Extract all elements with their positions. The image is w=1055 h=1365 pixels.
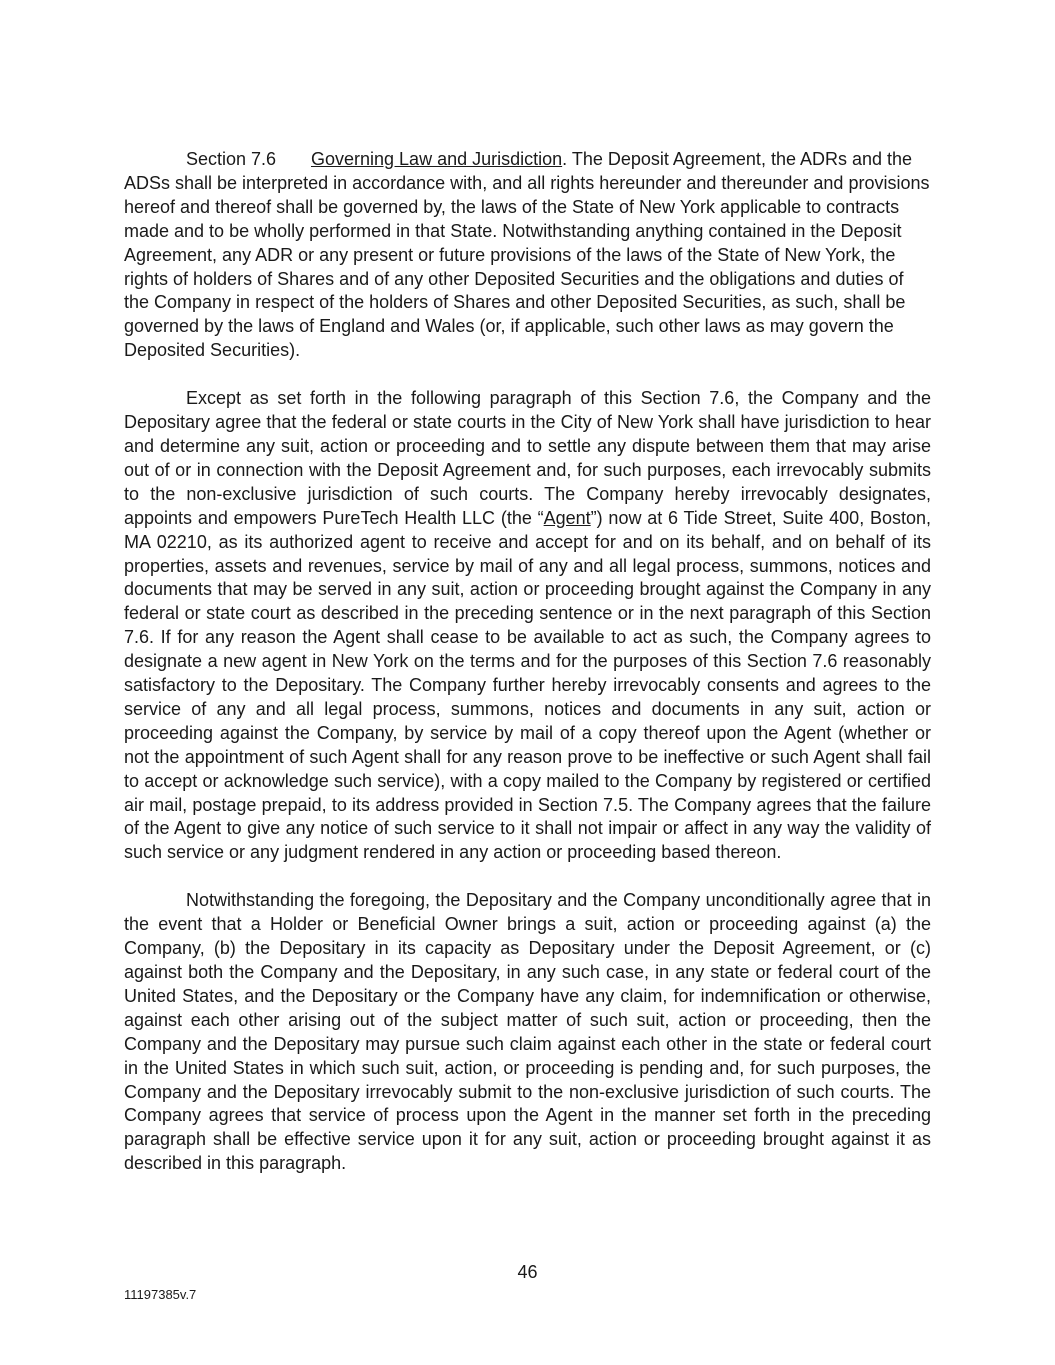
jurisdiction-text-after-agent: ”) now at 6 Tide Street, Suite 400, Boston, MA 02210, as its authorized agent to receive and accept for and on its behalf, and on behalf of its properties, assets and revenues, service by mail of any and all legal process, summons, notices and documents that may be served in any suit, action or proceeding brought against the Company in any federal or state court as described in the preceding sentence or in the next paragraph of this Section 7.6. If for any reason the Agent shall cease to be available to act as such, the Company agrees to designate a new agent in New York on the terms and for the purposes of this Section 7.6 reasonably satisfactory to the Depositary. The Company further hereby irrevocably consents and agrees to the service of any and all legal process, summons, notices and documents in any suit, action or proceeding against the Company, by service by mail of a copy thereof upon the Agent (whether or not the appointment of such Agent shall for any reason prove to be ineffective or such Agent shall fail to accept or acknowledge such service), with a copy mailed to the Company by registered or certified air mail, postage prepaid, to its address provided in Section 7.5. The Company agrees that the failure of the Agent to give any notice of such service to it shall not impair or affect in any way the validity of such service or any judgment rendered in any action or proceeding based thereon. bbox=[124, 507, 932, 863]
section-heading-punct: . bbox=[562, 149, 568, 169]
section-7-6-paragraph bbox=[124, 148, 931, 363]
jurisdiction-text-before-agent: Except as set forth in the following paragraph of this Section 7.6, the Company and the Depositary agree that the federal or state courts in the City of New York shall have jurisdiction to hear and determine any suit, action or proceeding and to settle any dispute between them that may arise out of or in connection with the Deposit Agreement and, for such purposes, each irrevocably submits to the non-exclusive jurisdiction of such courts. The Company hereby irrevocably designates, appoints and empowers PureTech Health LLC (the “ bbox=[124, 388, 931, 528]
document-id: 11197385v.7 bbox=[124, 1287, 197, 1302]
holder-claims-text: Notwithstanding the foregoing, the Depositary and the Company unconditionally agree that in the event that a Holder or Beneficial Owner brings a suit, action or proceeding against (a) the Company, (b) the Depositary in its capacity as Depositary under the Deposit Agreement, or (c) against both the Company and the Depositary, in any such case, in any state or federal court of the United States, and the Depositary or the Company have any claim, for indemnification or otherwise, against each other arising out of the subject matter of such suit, action or proceeding, then the Company and the Depositary may pursue such claim against each other in the state or federal court in the United States in which such suit, action, or proceeding is pending and, for such purposes, the Company and the Depositary irrevocably submit to the non-exclusive jurisdiction of such courts. The Company agrees that service of process upon the Agent in the manner set forth in the preceding paragraph shall be effective service upon it for any suit, action or proceeding brought against it as described in this paragraph. bbox=[124, 890, 931, 1174]
section-number: Section 7.6 bbox=[186, 149, 277, 169]
jurisdiction-paragraph bbox=[124, 387, 931, 865]
agent-defined-term: Agent bbox=[543, 507, 591, 528]
section-heading: Governing Law and Jurisdiction bbox=[311, 149, 563, 169]
governing-law-text: The Deposit Agreement, the ADRs and the ADSs shall be interpreted in accordance with, and all rights hereunder and thereunder and provisions hereof and thereof shall be governed by, the laws of the State of New York applicable to contracts made and to be wholly performed in that State. Notwithstanding anything contained in the Deposit Agreement, any ADR or any present or future provisions of the laws of the State of New York, the rights of holders of Shares and of any other Deposited Securities and the obligations and duties of the Company in respect of the holders of Shares and other Deposited Securities, as such, shall be governed by the laws of England and Wales (or, if applicable, such other laws as may govern the Deposited Securities). bbox=[124, 149, 930, 361]
page-number: 46 bbox=[517, 1262, 538, 1282]
holder-claims-paragraph bbox=[124, 889, 931, 1176]
document-body bbox=[124, 148, 931, 1200]
